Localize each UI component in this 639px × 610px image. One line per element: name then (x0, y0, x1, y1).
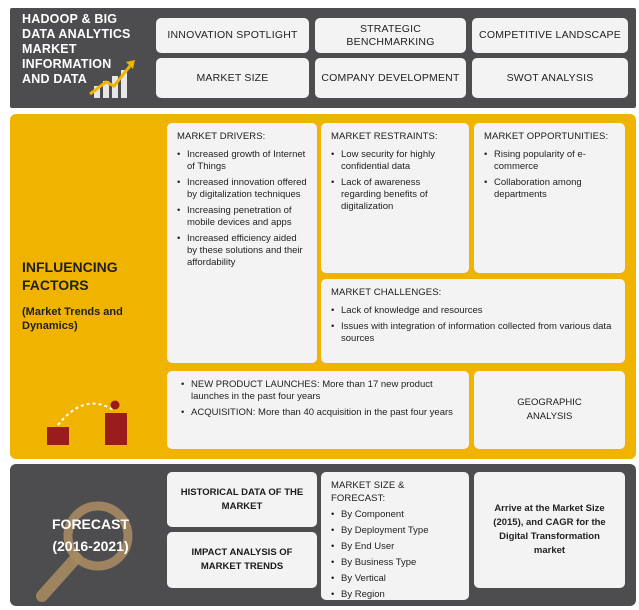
list-item: • Rising popularity of e-commerce (484, 149, 615, 173)
market-challenges-box (321, 279, 625, 363)
market-opportunities-heading: MARKET OPPORTUNITIES: (484, 131, 609, 142)
list-item: • Low security for highly confidential data (331, 149, 459, 173)
nav-competitive-landscape[interactable]: COMPETITIVE LANDSCAPE (472, 18, 628, 53)
list-item: • By Region (331, 589, 459, 601)
market-challenges-heading: MARKET CHALLENGES: (331, 287, 442, 298)
nav-swot-analysis[interactable]: SWOT ANALYSIS (472, 58, 628, 98)
nav-innovation-spotlight[interactable]: INNOVATION SPOTLIGHT (156, 18, 309, 53)
nav-strategic-benchmarking[interactable]: STRATEGIC BENCHMARKING (315, 18, 466, 53)
list-item: • Increased efficiency aided by these solutions and their affordability (177, 233, 307, 269)
list-item (181, 407, 459, 419)
nav-company-development[interactable]: COMPANY DEVELOPMENT (315, 58, 466, 98)
market-opportunities-box (474, 123, 625, 273)
growth-chart-icon (88, 56, 138, 100)
arrive-market-size-label: Arrive at the Market Size (2015), and CAGR for the Digital Transformation market (493, 503, 606, 556)
market-size-forecast-box (321, 472, 469, 600)
title-line: DATA ANALYTICS (22, 27, 131, 41)
market-drivers-list (177, 149, 307, 269)
subtitle-line: Dynamics) (22, 320, 78, 332)
tall-bar (105, 413, 127, 445)
title-line: HADOOP & BIG (22, 12, 118, 26)
historical-data-box[interactable] (167, 472, 317, 527)
growth-bars-icon (40, 395, 140, 450)
geographic-analysis-box[interactable] (474, 371, 625, 449)
small-bar (47, 427, 69, 445)
market-opportunities-list (484, 149, 615, 201)
list-item: • Increasing penetration of mobile devices and apps (177, 205, 307, 229)
list-item (181, 379, 459, 403)
market-size-forecast-list (331, 509, 459, 601)
forecast-title (38, 513, 143, 557)
title-line: (2016-2021) (52, 538, 129, 554)
market-restraints-box (321, 123, 469, 273)
launches-label: NEW PRODUCT LAUNCHES: (191, 379, 320, 390)
list-item: • By Business Type (331, 557, 459, 569)
market-challenges-list (331, 305, 615, 345)
market-size-forecast-heading: MARKET SIZE & FORECAST: (331, 480, 405, 504)
influencing-subtitle (22, 305, 162, 333)
arc-dot (111, 401, 120, 410)
impact-analysis-box[interactable] (167, 532, 317, 588)
title-line: FORECAST (52, 516, 129, 532)
market-restraints-heading: MARKET RESTRAINTS: (331, 131, 438, 142)
launches-box (167, 371, 469, 449)
magnifier-handle (42, 558, 76, 596)
title-line: AND DATA (22, 72, 88, 86)
list-item: • Collaboration among departments (484, 177, 615, 201)
title-line: INFORMATION (22, 57, 112, 71)
list-item: • Lack of awareness regarding benefits of digitalization (331, 177, 459, 213)
launches-list (181, 379, 459, 419)
nav-market-size[interactable]: MARKET SIZE (156, 58, 309, 98)
list-item: • Issues with integration of information collected from various data sources (331, 321, 615, 345)
list-item: • By Component (331, 509, 459, 521)
title-line: FACTORS (22, 277, 89, 293)
arrive-market-size-box[interactable] (474, 472, 625, 588)
title-line: MARKET (22, 42, 77, 56)
list-item: • By End User (331, 541, 459, 553)
list-item: • Increased innovation offered by digitalization techniques (177, 177, 307, 201)
acquisition-label: ACQUISITION: (191, 407, 256, 418)
list-item: • Lack of knowledge and resources (331, 305, 615, 317)
acquisition-text: More than 40 acquisition in the past four years (255, 407, 453, 418)
launches-text: More than 17 new product launches in the past four years (191, 379, 433, 402)
market-restraints-list (331, 149, 459, 213)
geographic-analysis-label: GEOGRAPHIC ANALYSIS (517, 397, 582, 422)
subtitle-line: (Market Trends and (22, 306, 123, 318)
market-drivers-box (167, 123, 317, 363)
list-item: • By Vertical (331, 573, 459, 585)
impact-analysis-label: IMPACT ANALYSIS OF MARKET TRENDS (191, 547, 293, 572)
list-item: • By Deployment Type (331, 525, 459, 537)
historical-data-label: HISTORICAL DATA OF THE MARKET (180, 486, 304, 512)
title-line: INFLUENCING (22, 259, 118, 275)
market-drivers-heading: MARKET DRIVERS: (177, 131, 266, 142)
list-item: • Increased growth of Internet of Things (177, 149, 307, 173)
influencing-title (22, 258, 162, 294)
